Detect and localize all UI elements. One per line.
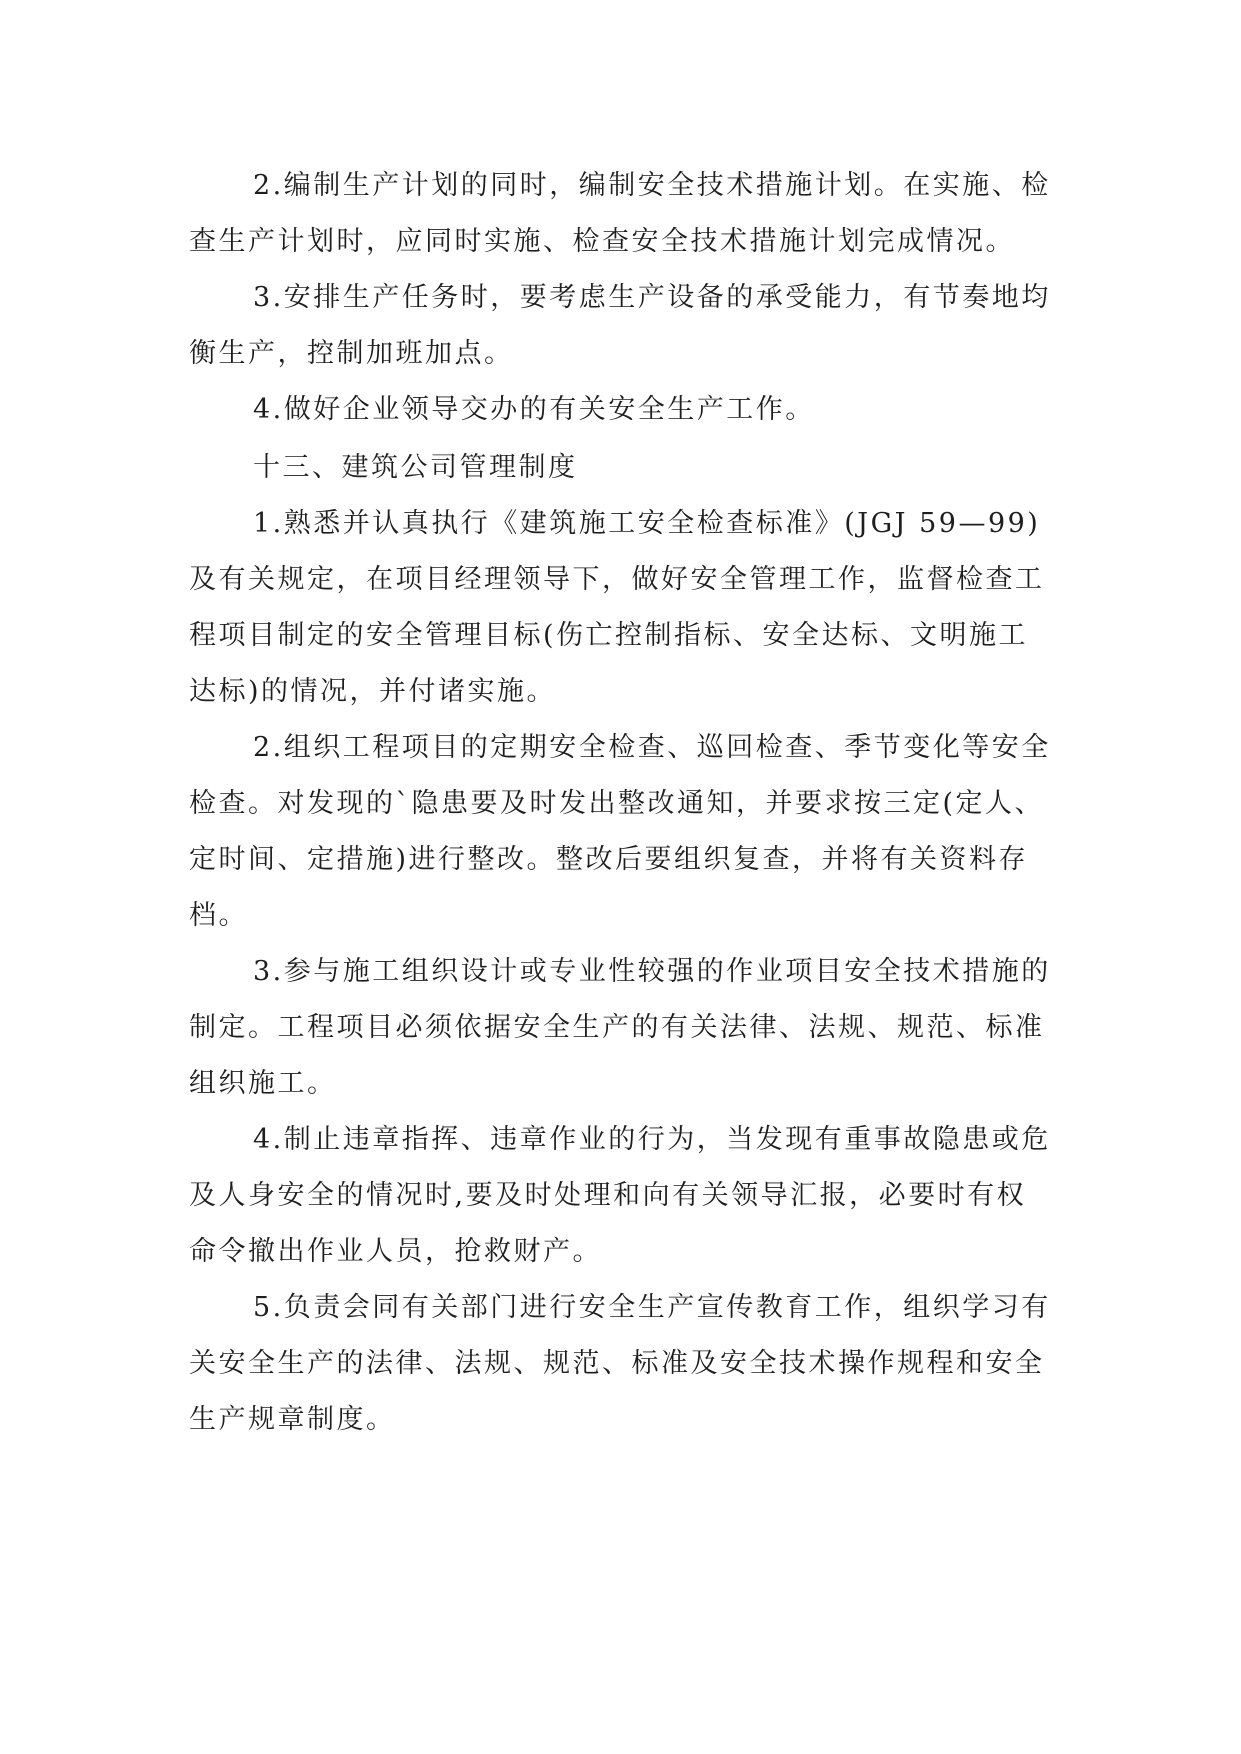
paragraph-rule-1: 1.熟悉并认真执行《建筑施工安全检查标准》(JGJ 59—99)及有关规定，在项目经理领导下，做好安全管理工作，监督检查工程项目制定的安全管理目标(伤亡控制指标、安全达标、文明施工达标)的情况，并付诸实施。 <box>189 508 1045 707</box>
paragraph-rule-5: 5.负责会同有关部门进行安全生产宣传教育工作，组织学习有关安全生产的法律、法规、规范、标准及安全技术操作规程和安全生产规章制度。 <box>189 1292 1051 1435</box>
paragraph-rule-4: 4.制止违章指挥、违章作业的行为，当发现有重事故隐患或危及人身安全的情况时,要及时处理和向有关领导汇报，必要时有权命令撤出作业人员，抢救财产。 <box>189 1124 1051 1267</box>
paragraph-item-4: 4.做好企业领导交办的有关安全生产工作。 <box>253 394 815 425</box>
section-heading: 十三、建筑公司管理制度 <box>253 452 578 483</box>
paragraph-item-2: 2.编制生产计划的同时，编制安全技术措施计划。在实施、检查生产计划时，应同时实施、检查安全技术措施计划完成情况。 <box>189 170 1051 257</box>
paragraph-rule-2: 2.组织工程项目的定期安全检查、巡回检查、季节变化等安全检查。对发现的`隐患要及时发出整改通知，并要求按三定(定人、定时间、定措施)进行整改。整改后要组织复查，并将有关资料存档。 <box>189 732 1051 931</box>
document-body <box>189 158 1051 1448</box>
paragraph-item-3: 3.安排生产任务时，要考虑生产设备的承受能力，有节奏地均衡生产，控制加班加点。 <box>189 282 1051 369</box>
paragraph-rule-3: 3.参与施工组织设计或专业性较强的作业项目安全技术措施的制定。工程项目必须依据安全生产的有关法律、法规、规范、标准组织施工。 <box>189 956 1051 1099</box>
